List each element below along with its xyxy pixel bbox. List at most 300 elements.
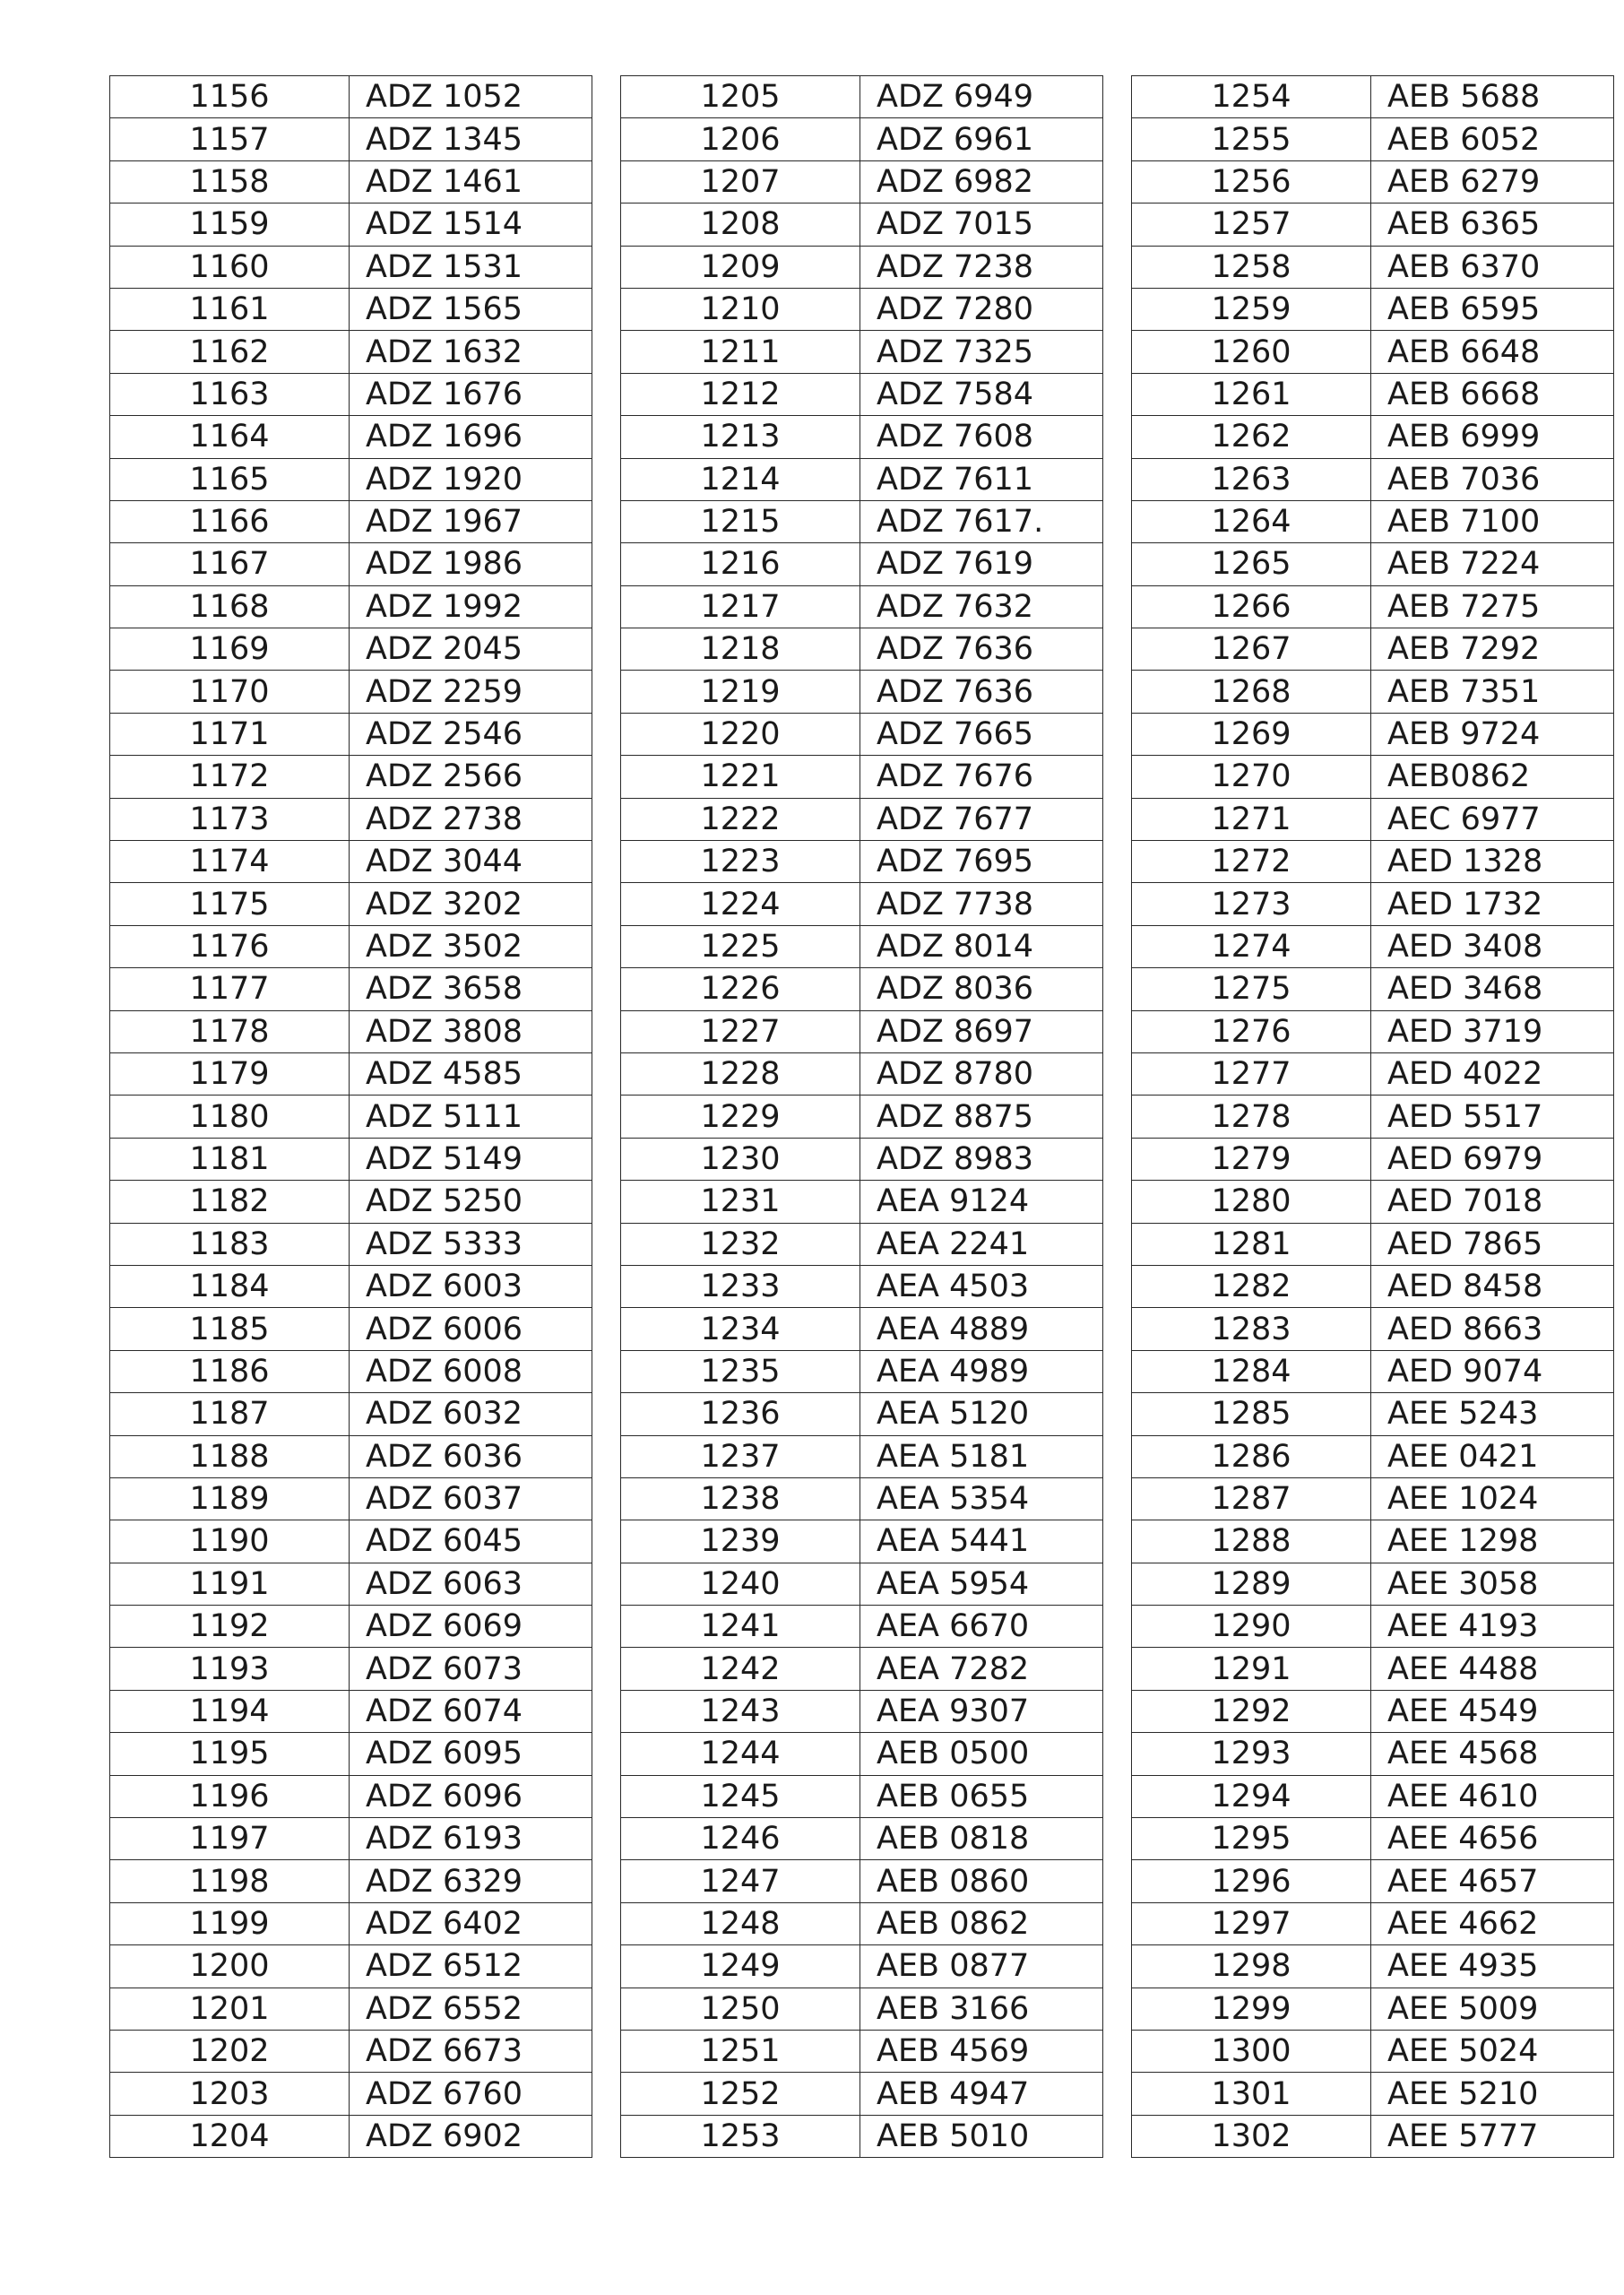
table-row (621, 2073, 1103, 2115)
registration-code: ADZ 6096 (350, 1775, 592, 1817)
table-row (1132, 246, 1614, 288)
row-number: 1266 (1132, 585, 1371, 628)
table-row (1132, 543, 1614, 585)
row-number: 1225 (621, 925, 860, 967)
table-row (1132, 204, 1614, 246)
registration-code: ADZ 6069 (350, 1606, 592, 1648)
row-number: 1216 (621, 543, 860, 585)
row-number: 1184 (110, 1265, 350, 1307)
registration-code: ADZ 7632 (860, 585, 1103, 628)
table-row (110, 288, 592, 330)
registration-code: ADZ 3202 (350, 883, 592, 925)
table-row (621, 1477, 1103, 1520)
registration-code: ADZ 5250 (350, 1181, 592, 1223)
table-row (110, 416, 592, 458)
registration-code: AEB 7275 (1371, 585, 1614, 628)
row-number: 1176 (110, 925, 350, 967)
registration-code: AEE 4657 (1371, 1860, 1614, 1902)
table-row (621, 1010, 1103, 1052)
row-number: 1296 (1132, 1860, 1371, 1902)
registration-code: ADZ 1696 (350, 416, 592, 458)
registration-code: AEE 5210 (1371, 2073, 1614, 2115)
row-number: 1160 (110, 246, 350, 288)
row-number: 1194 (110, 1690, 350, 1732)
row-number: 1183 (110, 1223, 350, 1265)
row-number: 1302 (1132, 2115, 1371, 2157)
table-row (1132, 1308, 1614, 1350)
table-row (621, 1223, 1103, 1265)
registration-code: ADZ 1565 (350, 288, 592, 330)
table-row (621, 288, 1103, 330)
registration-code: AEA 2241 (860, 1223, 1103, 1265)
registration-code: ADZ 7695 (860, 841, 1103, 883)
registration-code: AED 8458 (1371, 1265, 1614, 1307)
row-number: 1210 (621, 288, 860, 330)
table-row (1132, 1563, 1614, 1605)
row-number: 1291 (1132, 1648, 1371, 1690)
row-number: 1276 (1132, 1010, 1371, 1052)
registration-code: AEB 0860 (860, 1860, 1103, 1902)
row-number: 1162 (110, 331, 350, 373)
registration-code: ADZ 8697 (860, 1010, 1103, 1052)
registration-code: ADZ 6095 (350, 1733, 592, 1775)
table-row (621, 1520, 1103, 1563)
table-row (621, 671, 1103, 713)
table-row (110, 2073, 592, 2115)
row-number: 1283 (1132, 1308, 1371, 1350)
registration-code: ADZ 8014 (860, 925, 1103, 967)
table-row (1132, 1052, 1614, 1095)
registration-code: AED 1732 (1371, 883, 1614, 925)
row-number: 1207 (621, 160, 860, 203)
table-row (621, 543, 1103, 585)
row-number: 1164 (110, 416, 350, 458)
table-row (110, 1138, 592, 1180)
table-row (1132, 1945, 1614, 1988)
table-row (110, 798, 592, 840)
row-number: 1263 (1132, 458, 1371, 500)
registration-code: ADZ 1992 (350, 585, 592, 628)
row-number: 1299 (1132, 1988, 1371, 2030)
table-row (621, 458, 1103, 500)
row-number: 1281 (1132, 1223, 1371, 1265)
row-number: 1290 (1132, 1606, 1371, 1648)
table-row (1132, 118, 1614, 160)
registration-code: AEA 5120 (860, 1393, 1103, 1435)
row-number: 1170 (110, 671, 350, 713)
table-row (1132, 713, 1614, 755)
table-row (110, 500, 592, 542)
table-row (1132, 968, 1614, 1010)
registration-table-1 (109, 75, 592, 2158)
registration-code: AEB 0818 (860, 1818, 1103, 1860)
registration-code: ADZ 6073 (350, 1648, 592, 1690)
table-row (1132, 1393, 1614, 1435)
table-row (110, 1393, 592, 1435)
row-number: 1209 (621, 246, 860, 288)
row-number: 1243 (621, 1690, 860, 1732)
table-row (110, 1606, 592, 1648)
row-number: 1157 (110, 118, 350, 160)
table-row (1132, 2030, 1614, 2072)
row-number: 1262 (1132, 416, 1371, 458)
row-number: 1206 (621, 118, 860, 160)
row-number: 1269 (1132, 713, 1371, 755)
registration-code: AED 7018 (1371, 1181, 1614, 1223)
registration-code: ADZ 6673 (350, 2030, 592, 2072)
row-number: 1169 (110, 628, 350, 671)
table-row (1132, 1265, 1614, 1307)
registration-code: ADZ 7611 (860, 458, 1103, 500)
registration-code: AEE 4568 (1371, 1733, 1614, 1775)
row-number: 1231 (621, 1181, 860, 1223)
row-number: 1166 (110, 500, 350, 542)
registration-code: AED 4022 (1371, 1052, 1614, 1095)
table-row (1132, 458, 1614, 500)
registration-code: ADZ 4585 (350, 1052, 592, 1095)
row-number: 1192 (110, 1606, 350, 1648)
row-number: 1188 (110, 1435, 350, 1477)
registration-code: AEB 6279 (1371, 160, 1614, 203)
table-row (110, 713, 592, 755)
row-number: 1286 (1132, 1435, 1371, 1477)
table-row (621, 373, 1103, 415)
table-row (1132, 416, 1614, 458)
row-number: 1167 (110, 543, 350, 585)
table-row (621, 416, 1103, 458)
table-row (110, 160, 592, 203)
registration-code: ADZ 7015 (860, 204, 1103, 246)
table-row (621, 883, 1103, 925)
registration-code: AEB 0877 (860, 1945, 1103, 1988)
row-number: 1196 (110, 1775, 350, 1817)
registration-code: ADZ 7608 (860, 416, 1103, 458)
row-number: 1203 (110, 2073, 350, 2115)
table-row (1132, 1138, 1614, 1180)
registration-code: AED 1328 (1371, 841, 1614, 883)
row-number: 1235 (621, 1350, 860, 1392)
registration-code: ADZ 7619 (860, 543, 1103, 585)
registration-code: AEB 6668 (1371, 373, 1614, 415)
table-row (1132, 1435, 1614, 1477)
row-number: 1197 (110, 1818, 350, 1860)
registration-code: AED 8663 (1371, 1308, 1614, 1350)
table-row (110, 1477, 592, 1520)
registration-code: AEB 4569 (860, 2030, 1103, 2072)
row-number: 1246 (621, 1818, 860, 1860)
row-number: 1284 (1132, 1350, 1371, 1392)
registration-code: AEE 4193 (1371, 1606, 1614, 1648)
table-row (1132, 1988, 1614, 2030)
table-row (110, 76, 592, 118)
row-number: 1249 (621, 1945, 860, 1988)
registration-code: ADZ 7665 (860, 713, 1103, 755)
registration-code: AEA 5354 (860, 1477, 1103, 1520)
table-row (621, 1435, 1103, 1477)
row-number: 1300 (1132, 2030, 1371, 2072)
row-number: 1237 (621, 1435, 860, 1477)
row-number: 1217 (621, 585, 860, 628)
table-row (110, 543, 592, 585)
registration-code: AEB 5010 (860, 2115, 1103, 2157)
registration-code: AED 3468 (1371, 968, 1614, 1010)
table-row (110, 373, 592, 415)
row-number: 1186 (110, 1350, 350, 1392)
registration-code: AEA 5181 (860, 1435, 1103, 1477)
registration-code: ADZ 2738 (350, 798, 592, 840)
row-number: 1273 (1132, 883, 1371, 925)
row-number: 1258 (1132, 246, 1371, 288)
table-row (621, 756, 1103, 798)
table-row (621, 1563, 1103, 1605)
registration-table-2 (620, 75, 1103, 2158)
table-row (621, 2030, 1103, 2072)
registration-code: ADZ 6063 (350, 1563, 592, 1605)
row-number: 1264 (1132, 500, 1371, 542)
registration-code: ADZ 6006 (350, 1308, 592, 1350)
table-row (110, 1860, 592, 1902)
table-row (1132, 798, 1614, 840)
table-row (110, 1988, 592, 2030)
row-number: 1252 (621, 2073, 860, 2115)
table-row (110, 1010, 592, 1052)
row-number: 1228 (621, 1052, 860, 1095)
row-number: 1195 (110, 1733, 350, 1775)
row-number: 1204 (110, 2115, 350, 2157)
table-row (621, 204, 1103, 246)
registration-code: ADZ 2566 (350, 756, 592, 798)
table-row (621, 1350, 1103, 1392)
registration-code: AEE 5024 (1371, 2030, 1614, 2072)
registration-code: AEB 0862 (860, 1902, 1103, 1944)
registration-code: ADZ 6036 (350, 1435, 592, 1477)
registration-code: AEB0862 (1371, 756, 1614, 798)
table-row (1132, 1818, 1614, 1860)
row-number: 1244 (621, 1733, 860, 1775)
row-number: 1248 (621, 1902, 860, 1944)
row-number: 1199 (110, 1902, 350, 1944)
table-row (110, 628, 592, 671)
row-number: 1182 (110, 1181, 350, 1223)
registration-code: AEA 5954 (860, 1563, 1103, 1605)
row-number: 1220 (621, 713, 860, 755)
table-row (1132, 1690, 1614, 1732)
row-number: 1265 (1132, 543, 1371, 585)
row-number: 1218 (621, 628, 860, 671)
registration-code: AEE 3058 (1371, 1563, 1614, 1605)
registration-code: ADZ 6193 (350, 1818, 592, 1860)
table-row (1132, 1096, 1614, 1138)
row-number: 1229 (621, 1096, 860, 1138)
row-number: 1261 (1132, 373, 1371, 415)
table-row (1132, 373, 1614, 415)
registration-code: AEB 6648 (1371, 331, 1614, 373)
registration-code: ADZ 8036 (860, 968, 1103, 1010)
table-row (110, 756, 592, 798)
registration-code: ADZ 6982 (860, 160, 1103, 203)
row-number: 1241 (621, 1606, 860, 1648)
registration-code: ADZ 1052 (350, 76, 592, 118)
row-number: 1236 (621, 1393, 860, 1435)
registration-code: ADZ 3044 (350, 841, 592, 883)
registration-code: AEB 6365 (1371, 204, 1614, 246)
registration-code: AEA 4989 (860, 1350, 1103, 1392)
row-number: 1272 (1132, 841, 1371, 883)
registration-code: ADZ 7738 (860, 883, 1103, 925)
table-row (621, 628, 1103, 671)
table-row (110, 1181, 592, 1223)
row-number: 1202 (110, 2030, 350, 2072)
table-row (621, 1860, 1103, 1902)
row-number: 1178 (110, 1010, 350, 1052)
table-row (621, 1606, 1103, 1648)
table-row (621, 331, 1103, 373)
table-row (1132, 500, 1614, 542)
table-row (621, 246, 1103, 288)
registration-code: AEE 4549 (1371, 1690, 1614, 1732)
registration-code: ADZ 6074 (350, 1690, 592, 1732)
registration-code: ADZ 8780 (860, 1052, 1103, 1095)
registration-code: AEE 1024 (1371, 1477, 1614, 1520)
registration-code: AEB 4947 (860, 2073, 1103, 2115)
registration-code: ADZ 2045 (350, 628, 592, 671)
row-number: 1271 (1132, 798, 1371, 840)
registration-code: AEB 0655 (860, 1775, 1103, 1817)
registration-code: AEA 9307 (860, 1690, 1103, 1732)
row-number: 1279 (1132, 1138, 1371, 1180)
registration-code: ADZ 6512 (350, 1945, 592, 1988)
row-number: 1254 (1132, 76, 1371, 118)
registration-code: AED 3408 (1371, 925, 1614, 967)
table-row (110, 1308, 592, 1350)
row-number: 1177 (110, 968, 350, 1010)
row-number: 1267 (1132, 628, 1371, 671)
table-row (621, 1945, 1103, 1988)
registration-code: AEB 5688 (1371, 76, 1614, 118)
registration-code: ADZ 1920 (350, 458, 592, 500)
registration-code: AEB 7036 (1371, 458, 1614, 500)
row-number: 1193 (110, 1648, 350, 1690)
row-number: 1226 (621, 968, 860, 1010)
table-row (110, 1563, 592, 1605)
registration-code: ADZ 5111 (350, 1096, 592, 1138)
row-number: 1213 (621, 416, 860, 458)
registration-code: ADZ 6402 (350, 1902, 592, 1944)
row-number: 1245 (621, 1775, 860, 1817)
table-row (1132, 1223, 1614, 1265)
row-number: 1215 (621, 500, 860, 542)
registration-code: AEA 4889 (860, 1308, 1103, 1350)
table-row (621, 841, 1103, 883)
table-row (621, 1988, 1103, 2030)
table-row (1132, 160, 1614, 203)
registration-code: ADZ 7617. (860, 500, 1103, 542)
registration-code: ADZ 1531 (350, 246, 592, 288)
registration-code: ADZ 6003 (350, 1265, 592, 1307)
row-number: 1212 (621, 373, 860, 415)
table-row (1132, 1181, 1614, 1223)
table-row (621, 798, 1103, 840)
row-number: 1277 (1132, 1052, 1371, 1095)
row-number: 1234 (621, 1308, 860, 1350)
registration-code: ADZ 6329 (350, 1860, 592, 1902)
row-number: 1165 (110, 458, 350, 500)
row-number: 1274 (1132, 925, 1371, 967)
table-row (1132, 671, 1614, 713)
registration-code: ADZ 1461 (350, 160, 592, 203)
row-number: 1230 (621, 1138, 860, 1180)
registration-code: ADZ 7677 (860, 798, 1103, 840)
registration-code: AEE 4610 (1371, 1775, 1614, 1817)
table-row (621, 1690, 1103, 1732)
table-row (621, 160, 1103, 203)
table-row (621, 925, 1103, 967)
table-row (621, 1775, 1103, 1817)
table-row (621, 1265, 1103, 1307)
registration-code: ADZ 6032 (350, 1393, 592, 1435)
registration-code: AEB 6999 (1371, 416, 1614, 458)
registration-code: AEB 7351 (1371, 671, 1614, 713)
row-number: 1200 (110, 1945, 350, 1988)
table-row (621, 1138, 1103, 1180)
registration-code: AEE 4662 (1371, 1902, 1614, 1944)
registration-code: AEE 0421 (1371, 1435, 1614, 1477)
row-number: 1191 (110, 1563, 350, 1605)
table-row (110, 2115, 592, 2157)
table-row (110, 2030, 592, 2072)
registration-code: AED 6979 (1371, 1138, 1614, 1180)
table-row (621, 1733, 1103, 1775)
table-row (1132, 76, 1614, 118)
registration-code: AEE 5243 (1371, 1393, 1614, 1435)
registration-code: ADZ 3808 (350, 1010, 592, 1052)
registration-table-3 (1131, 75, 1614, 2158)
registration-code: AED 3719 (1371, 1010, 1614, 1052)
registration-code: ADZ 6552 (350, 1988, 592, 2030)
table-row (1132, 2073, 1614, 2115)
row-number: 1256 (1132, 160, 1371, 203)
row-number: 1222 (621, 798, 860, 840)
registration-code: ADZ 2259 (350, 671, 592, 713)
row-number: 1161 (110, 288, 350, 330)
table-row (621, 585, 1103, 628)
registration-code: AEA 6670 (860, 1606, 1103, 1648)
row-number: 1168 (110, 585, 350, 628)
table-row (621, 76, 1103, 118)
registration-code: AEB 9724 (1371, 713, 1614, 755)
table-row (1132, 1775, 1614, 1817)
table-row (1132, 1520, 1614, 1563)
registration-code: AEE 5009 (1371, 1988, 1614, 2030)
table-row (1132, 1733, 1614, 1775)
registration-code: AEB 6595 (1371, 288, 1614, 330)
table-row (621, 968, 1103, 1010)
table-row (1132, 2115, 1614, 2157)
row-number: 1179 (110, 1052, 350, 1095)
registration-code: ADZ 7238 (860, 246, 1103, 288)
row-number: 1297 (1132, 1902, 1371, 1944)
registration-code: AED 5517 (1371, 1096, 1614, 1138)
row-number: 1221 (621, 756, 860, 798)
row-number: 1298 (1132, 1945, 1371, 1988)
row-number: 1190 (110, 1520, 350, 1563)
registration-code: ADZ 8983 (860, 1138, 1103, 1180)
table-row (110, 883, 592, 925)
table-row (110, 1733, 592, 1775)
row-number: 1223 (621, 841, 860, 883)
row-number: 1211 (621, 331, 860, 373)
row-number: 1187 (110, 1393, 350, 1435)
